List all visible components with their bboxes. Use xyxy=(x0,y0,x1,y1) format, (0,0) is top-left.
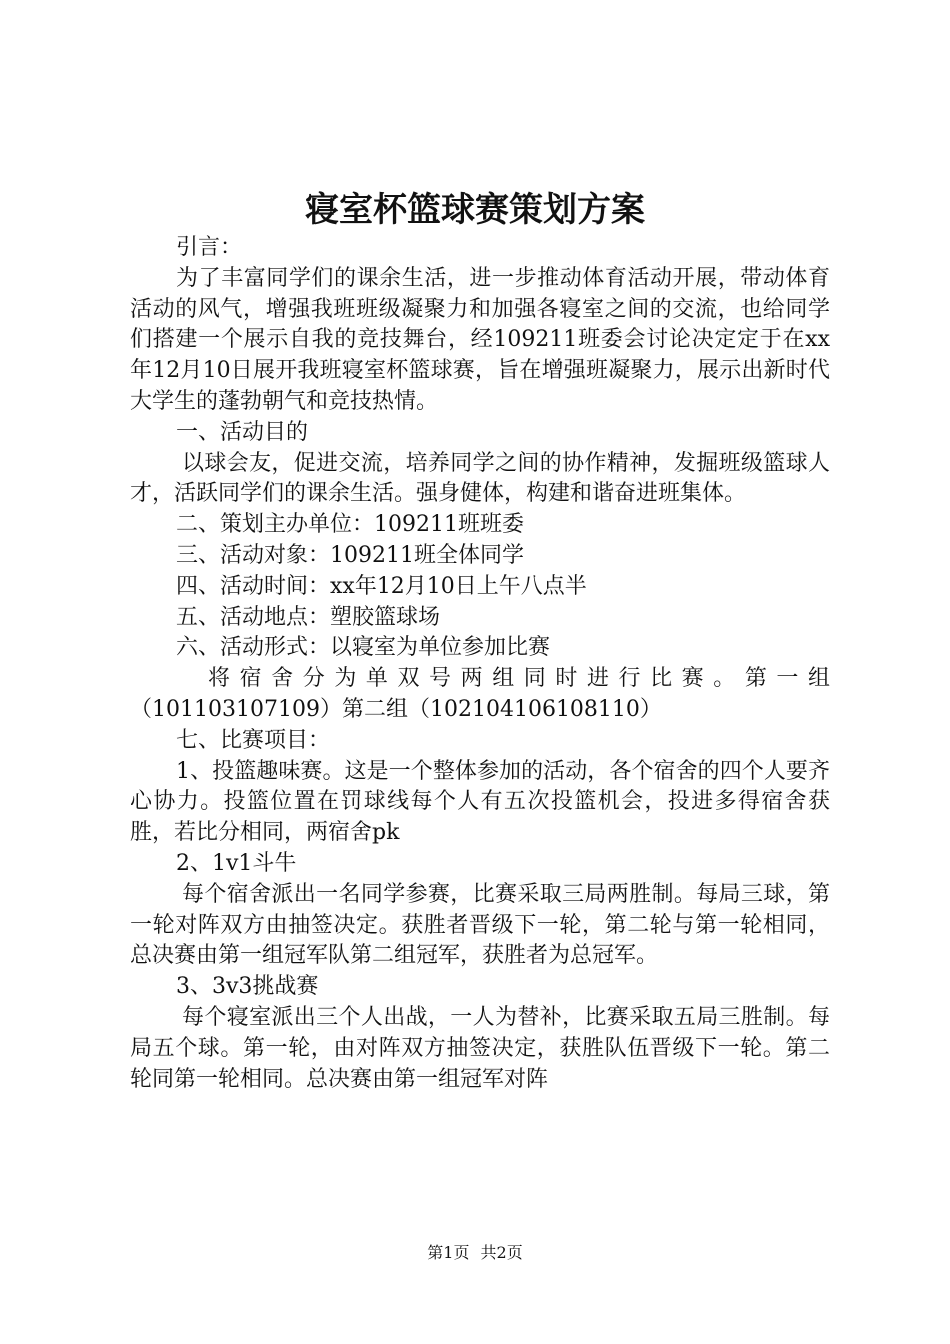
page-number: 第1页 xyxy=(427,1243,470,1262)
page-total: 共2页 xyxy=(480,1243,523,1262)
paragraph-intro-label: 引言： xyxy=(176,235,243,260)
heading-activity-purpose: 一、活动目的 xyxy=(176,419,309,445)
item-participants: 三、活动对象：109211班全体同学 xyxy=(176,542,524,568)
document-title: 寝室杯篮球赛策划方案 xyxy=(305,190,645,230)
paragraph-event-1v1: 每个宿舍派出一名同学参赛，比赛采取三局两胜制。每局三球，第一轮对阵双方由抽签决定。获胜者晋级下一轮，第二轮与第一轮相同，总决赛由第一组冠军队第二组冠军，获胜者为总冠军。 xyxy=(130,881,830,969)
heading-event-3v3: 3、3v3挑战赛 xyxy=(176,974,319,1000)
document-body xyxy=(130,233,830,1095)
item-time: 四、活动时间：xx年12月10日上午八点半 xyxy=(176,573,587,599)
heading-events: 七、比赛项目： xyxy=(176,727,331,753)
page-footer xyxy=(0,1242,950,1264)
paragraph-group-numbers: （101103107109）第二组（102104106108110） xyxy=(130,696,662,722)
paragraph-intro: 为了丰富同学们的课余生活，进一步推动体育活动开展，带动体育活动的风气，增强我班班级凝聚力和加强各寝室之间的交流，也给同学们搭建一个展示自我的竞技舞台，经109211班委会讨论决定定于在xx年12月10日展开我班寝室杯篮球赛，旨在增强班凝聚力，展示出新时代大学生的蓬勃朝气和竞技热情。 xyxy=(130,265,830,414)
paragraph-activity-purpose: 以球会友，促进交流，培养同学之间的协作精神，发掘班级篮球人才，活跃同学们的课余生活。强身健体，构建和谐奋进班集体。 xyxy=(130,450,830,507)
item-format: 六、活动形式：以寝室为单位参加比赛 xyxy=(176,635,551,661)
heading-event-1v1: 2、1v1斗牛 xyxy=(176,850,297,876)
item-location: 五、活动地点：塑胶篮球场 xyxy=(176,604,441,630)
paragraph-event-shooting: 1、投篮趣味赛。这是一个整体参加的活动，各个宿舍的四个人要齐心协力。投篮位置在罚球线每个人有五次投篮机会，投进多得宿舍获胜，若比分相同，两宿舍pk xyxy=(130,758,830,846)
item-organizer: 二、策划主办单位：109211班班委 xyxy=(176,512,524,538)
paragraph-event-3v3: 每个寝室派出三个人出战，一人为替补，比赛采取五局三胜制。每局五个球。第一轮，由对阵双方抽签决定，获胜队伍晋级下一轮。第二轮同第一轮相同。总决赛由第一组冠军对阵 xyxy=(130,1004,830,1092)
paragraph-groups: 将宿舍分为单双号两组同时进行比赛。第一组 xyxy=(208,666,830,692)
